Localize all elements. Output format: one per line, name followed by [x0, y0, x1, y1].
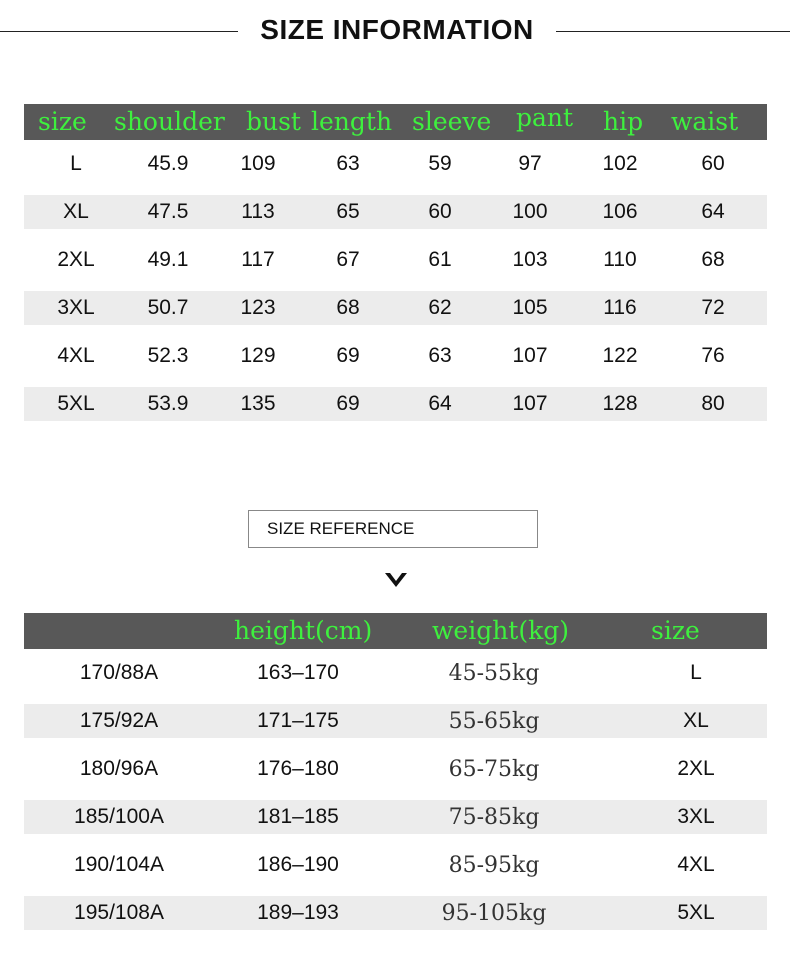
cell-height: 176–180 — [257, 757, 339, 780]
cell-pant: 107 — [512, 344, 548, 367]
title-divider-right — [556, 31, 790, 32]
header-hip: hip — [603, 107, 644, 136]
cell-pant: 100 — [512, 200, 548, 223]
table-row — [24, 649, 767, 697]
cell-waist: 60 — [701, 152, 725, 175]
table-row — [24, 387, 767, 421]
cell-height: 189–193 — [257, 901, 339, 924]
cell-size: L — [690, 661, 702, 684]
reference-table-header — [24, 613, 767, 649]
cell-pant: 97 — [518, 152, 542, 175]
cell-waist: 76 — [701, 344, 725, 367]
cell-bust: 135 — [240, 392, 276, 415]
cell-length: 69 — [336, 392, 360, 415]
cell-shoulder: 52.3 — [147, 344, 189, 367]
table-row — [24, 291, 767, 325]
size-table — [24, 104, 767, 428]
cell-size: 3XL — [57, 296, 95, 319]
cell-weight: 45-55kg — [448, 660, 540, 686]
cell-sleeve: 62 — [428, 296, 452, 319]
cell-bust: 113 — [241, 200, 275, 223]
header-shoulder: shoulder — [114, 107, 225, 136]
cell-length: 67 — [336, 248, 360, 271]
cell-hip: 110 — [603, 248, 637, 271]
cell-size: XL — [683, 709, 709, 732]
cell-length: 69 — [336, 344, 360, 367]
cell-hip: 116 — [603, 296, 637, 319]
title-bar — [0, 10, 790, 50]
page-title: SIZE INFORMATION — [260, 14, 534, 45]
cell-hip: 102 — [602, 152, 638, 175]
cell-hip: 106 — [602, 200, 638, 223]
cell-shoulder: 53.9 — [147, 392, 189, 415]
cell-height: 163–170 — [257, 661, 339, 684]
cell-size: L — [70, 152, 82, 175]
cell-weight: 85-95kg — [448, 852, 540, 878]
cell-sleeve: 64 — [428, 392, 452, 415]
cell-model: 180/96A — [79, 757, 159, 780]
cell-hip: 128 — [602, 392, 638, 415]
header-size: size — [38, 107, 87, 136]
cell-model: 195/108A — [74, 901, 164, 924]
header-pant: pant — [516, 103, 574, 132]
chevron-down-icon — [383, 570, 409, 590]
header-length: length — [311, 107, 393, 136]
cell-model: 170/88A — [79, 661, 159, 684]
cell-pant: 105 — [512, 296, 548, 319]
reference-table — [24, 613, 767, 937]
cell-size: 4XL — [677, 853, 715, 876]
table-row — [24, 800, 767, 834]
table-row — [24, 841, 767, 889]
cell-waist: 80 — [701, 392, 725, 415]
cell-sleeve: 60 — [428, 200, 452, 223]
header-bust: bust — [246, 107, 301, 136]
header-ref-size: size — [651, 616, 700, 645]
table-row — [24, 195, 767, 229]
cell-size: 4XL — [57, 344, 95, 367]
cell-height: 171–175 — [257, 709, 339, 732]
cell-pant: 107 — [512, 392, 548, 415]
cell-size: 2XL — [57, 248, 95, 271]
size-table-header — [24, 104, 767, 140]
cell-size: XL — [63, 200, 89, 223]
cell-model: 190/104A — [74, 853, 164, 876]
cell-size: 3XL — [677, 805, 715, 828]
cell-bust: 129 — [240, 344, 276, 367]
cell-shoulder: 45.9 — [147, 152, 189, 175]
cell-model: 175/92A — [79, 709, 159, 732]
header-height: height(cm) — [234, 616, 373, 645]
cell-weight: 95-105kg — [441, 900, 547, 926]
cell-weight: 55-65kg — [448, 708, 540, 734]
cell-size: 5XL — [57, 392, 95, 415]
table-row — [24, 704, 767, 738]
cell-sleeve: 59 — [428, 152, 452, 175]
cell-height: 181–185 — [257, 805, 339, 828]
table-row — [24, 332, 767, 380]
table-row — [24, 896, 767, 930]
cell-size: 5XL — [677, 901, 715, 924]
cell-pant: 103 — [512, 248, 548, 271]
cell-waist: 68 — [701, 248, 725, 271]
table-row — [24, 745, 767, 793]
cell-length: 63 — [336, 152, 360, 175]
cell-size: 2XL — [677, 757, 715, 780]
cell-height: 186–190 — [257, 853, 339, 876]
cell-weight: 75-85kg — [448, 804, 540, 830]
header-weight: weight(kg) — [432, 616, 569, 645]
title-divider-left — [0, 31, 238, 32]
cell-shoulder: 49.1 — [147, 248, 189, 271]
table-row — [24, 236, 767, 284]
cell-waist: 72 — [701, 296, 725, 319]
cell-bust: 109 — [240, 152, 276, 175]
cell-shoulder: 50.7 — [147, 296, 189, 319]
header-waist: waist — [671, 107, 739, 136]
cell-length: 68 — [336, 296, 360, 319]
cell-model: 185/100A — [74, 805, 164, 828]
cell-sleeve: 61 — [428, 248, 452, 271]
cell-waist: 64 — [701, 200, 725, 223]
cell-weight: 65-75kg — [448, 756, 540, 782]
size-reference-label: SIZE REFERENCE — [248, 510, 538, 548]
header-sleeve: sleeve — [412, 107, 492, 136]
cell-sleeve: 63 — [428, 344, 452, 367]
cell-shoulder: 47.5 — [147, 200, 189, 223]
cell-length: 65 — [336, 200, 360, 223]
cell-bust: 123 — [240, 296, 276, 319]
table-row — [24, 140, 767, 188]
cell-bust: 117 — [241, 248, 275, 271]
cell-hip: 122 — [602, 344, 638, 367]
